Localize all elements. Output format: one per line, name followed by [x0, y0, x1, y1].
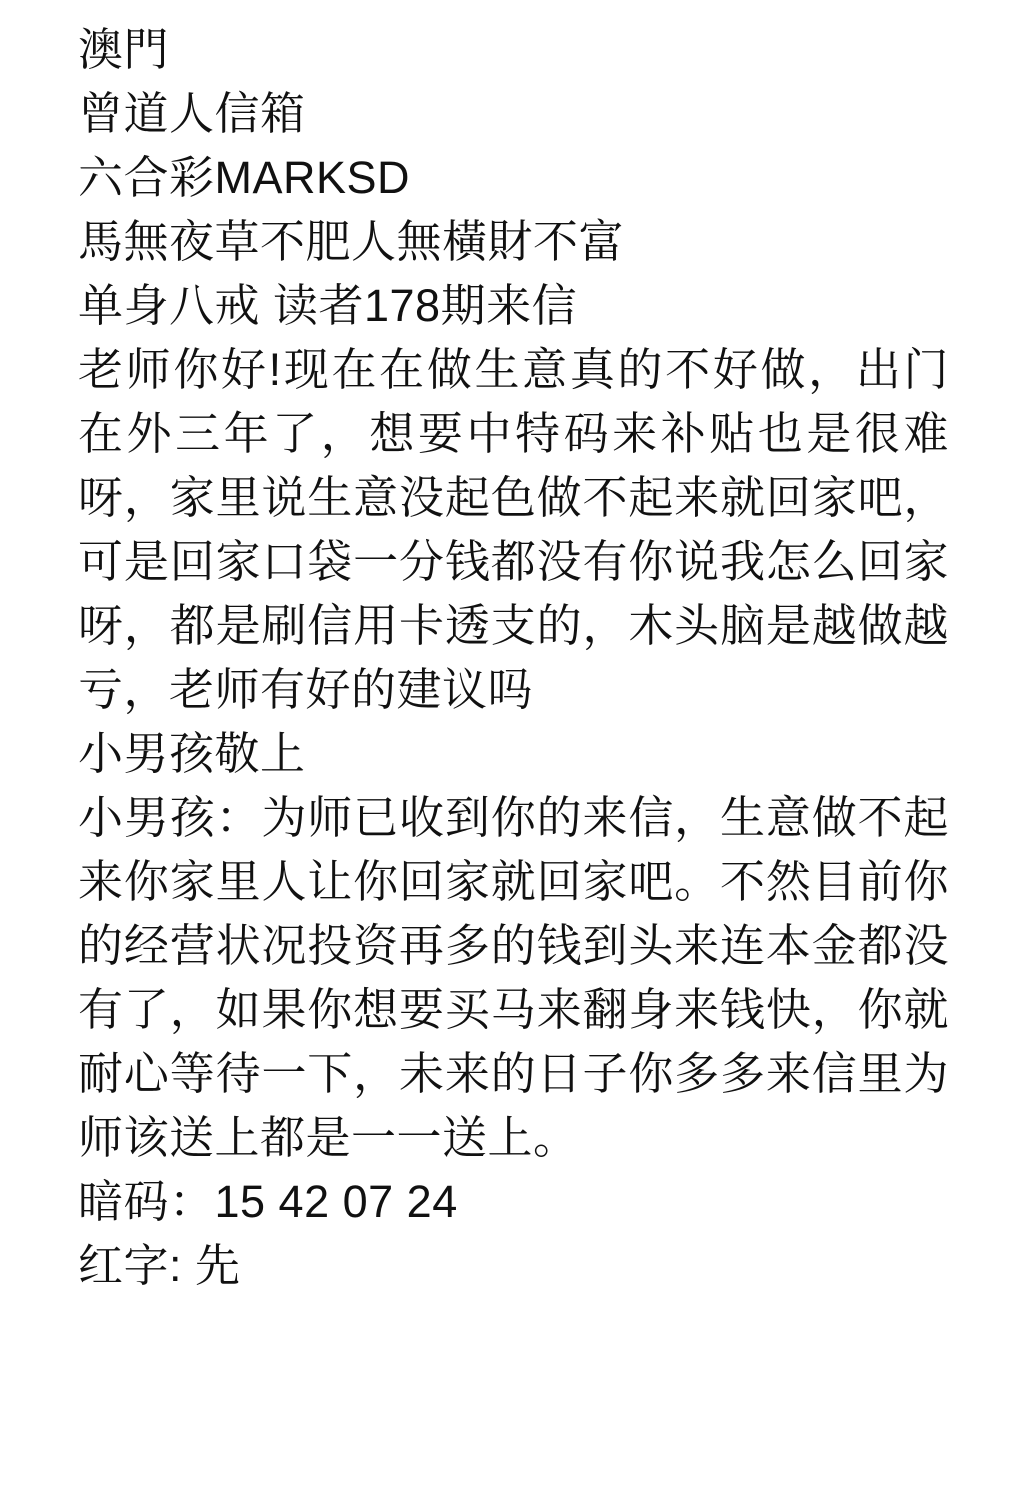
- heading-issue: 单身八戒 读者178期来信: [78, 280, 578, 331]
- letter-signature: 小男孩敬上: [78, 728, 306, 779]
- reply-body: 小男孩：为师已收到你的来信，生意做不起来你家里人让你回家就回家吧。不然目前你的经营状况投资再多的钱到头来连本金都没有了，如果你想要买马来翻身来钱快，你就耐心等待一下，未来的日子你多多来信里为师该送上都是一一送上。: [78, 792, 949, 1163]
- secret-code: 暗码：15 42 07 24: [78, 1176, 458, 1227]
- heading-region: 澳門: [78, 24, 170, 75]
- heading-proverb: 馬無夜草不肥人無橫財不富: [78, 216, 625, 267]
- letter-body: 老师你好!现在在做生意真的不好做，出门在外三年了，想要中特码来补贴也是很难呀，家里说生意没起色做不起来就回家吧，可是回家口袋一分钱都没有你说我怎么回家呀，都是刷信用卡透支的，木头脑是越做越亏，老师有好的建议吗: [78, 344, 949, 715]
- red-word: 红字: 先: [78, 1240, 241, 1291]
- heading-mailbox: 曾道人信箱: [78, 88, 306, 139]
- heading-lottery: 六合彩MARKSD: [78, 152, 411, 203]
